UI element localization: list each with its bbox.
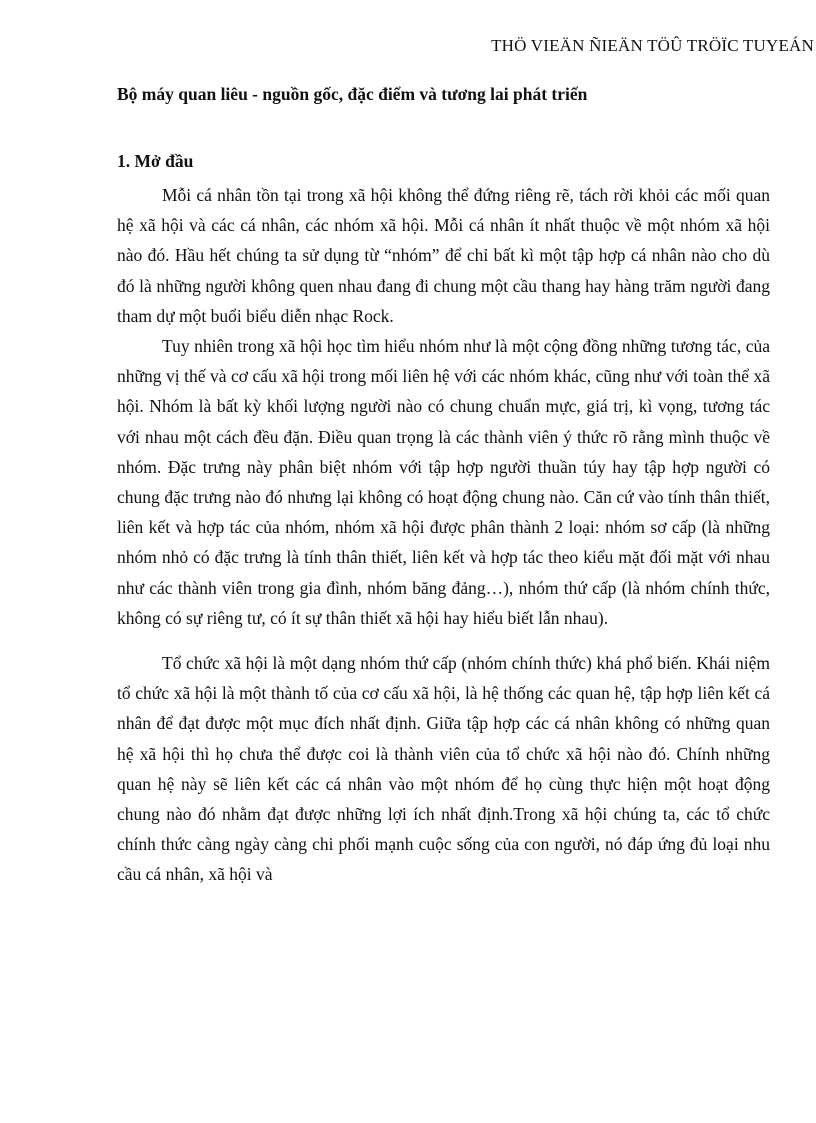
document-body	[117, 180, 770, 890]
paragraph-2: Tuy nhiên trong xã hội học tìm hiểu nhóm như là một cộng đồng những tương tác, của những vị thế và cơ cấu xã hội trong mối liên hệ với các nhóm khác, cũng như với toàn thể xã hội. Nhóm là bất kỳ khối lượng người nào có chung chuẩn mực, giá trị, kì vọng, tương tác với nhau một cách đều đặn. Điều quan trọng là các thành viên ý thức rõ rằng mình thuộc về nhóm. Đặc trưng này phân biệt nhóm với tập hợp người thuần túy hay tập hợp người có chung đặc trưng nào đó nhưng lại không có hoạt động chung nào. Căn cứ vào tính thân thiết, liên kết và hợp tác của nhóm, nhóm xã hội được phân thành 2 loại: nhóm sơ cấp (là những nhóm nhỏ có đặc trưng là tính thân thiết, liên kết và hợp tác theo kiểu mặt đối mặt với nhau như các thành viên trong gia đình, nhóm băng đảng…), nhóm thứ cấp (là nhóm chính thức, không có sự riêng tư, có ít sự thân thiết xã hội hay hiểu biết lẫn nhau).	[117, 336, 770, 628]
paragraph-3: Tổ chức xã hội là một dạng nhóm thứ cấp (nhóm chính thức) khá phổ biến. Khái niệm tổ chức xã hội là một thành tố của cơ cấu xã hội, là hệ thống các quan hệ, tập hợp liên kết cá nhân để đạt được một mục đích nhất định. Giữa tập hợp các cá nhân không có những quan hệ xã hội thì họ chưa thể được coi là thành viên của tổ chức xã hội nào đó. Chính những quan hệ này sẽ liên kết các cá nhân vào một nhóm để họ cùng thực hiện một hoạt động chung nào đó nhằm đạt được những lợi ích nhất định.Trong xã hội chúng ta, các tổ chức chính thức càng ngày càng chi phối mạnh cuộc sống của con người, nó đáp ứng đủ loại nhu cầu cá nhân, xã hội và	[117, 653, 770, 885]
document-title: Bộ máy quan liêu - nguồn gốc, đặc điểm và tương lai phát triển	[117, 84, 588, 104]
page-header: THÖ VIEÄN ÑIEÄN TÖÛ TRÖÏC TUYEÁN	[491, 36, 814, 55]
paragraph-1: Mỗi cá nhân tồn tại trong xã hội không thể đứng riêng rẽ, tách rời khỏi các mối quan hệ xã hội và các cá nhân, các nhóm xã hội. Mỗi cá nhân ít nhất thuộc về một nhóm xã hội nào đó. Hầu hết chúng ta sử dụng từ “nhóm” để chỉ bất kì một tập hợp cá nhân nào cho dù đó là những người không quen nhau đang đi chung một cầu thang hay hàng trăm người đang tham dự một buổi biểu diễn nhạc Rock.	[117, 185, 770, 326]
section-heading: 1. Mở đầu	[117, 151, 194, 171]
